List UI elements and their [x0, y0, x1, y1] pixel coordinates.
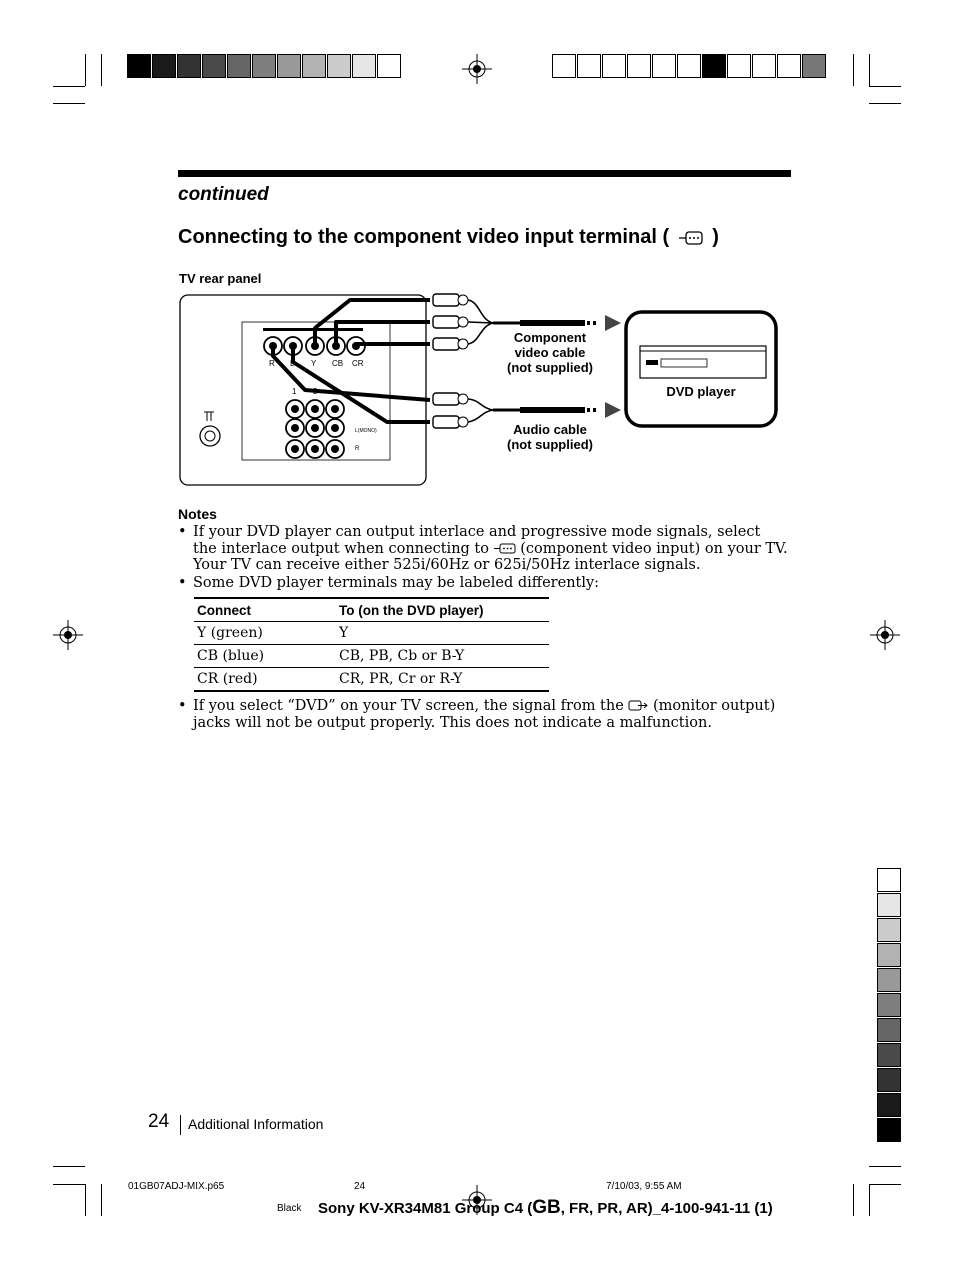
table-cell: Y (green) [194, 622, 336, 645]
color-swatch [552, 54, 576, 78]
table-row [194, 668, 549, 692]
dvd-player-label: DVD player [666, 384, 736, 399]
color-swatch [877, 893, 901, 917]
terminal-table [194, 597, 549, 692]
color-swatch [227, 54, 251, 78]
color-swatch [877, 1093, 901, 1117]
jack-label-cr: CR [352, 359, 364, 368]
registration-mark-icon [870, 620, 900, 650]
note-item: • Some DVD player terminals may be labeled differently: [178, 575, 600, 591]
color-swatch [127, 54, 151, 78]
color-swatch [727, 54, 751, 78]
audio-cable-bundle [468, 399, 520, 422]
registration-mark-icon [462, 54, 492, 84]
title-text-end: ) [712, 226, 719, 248]
slug-date: 7/10/03, 9:55 AM [606, 1181, 682, 1192]
color-swatch [252, 54, 276, 78]
table-cell: CR (red) [194, 668, 336, 692]
component-input-icon [494, 543, 516, 554]
color-swatch [602, 54, 626, 78]
antenna-jack [200, 426, 220, 446]
jack-label-l: L [290, 359, 295, 368]
color-swatch [652, 54, 676, 78]
jack-label-y: Y [311, 359, 317, 368]
note-item: • If your DVD player can output interlace and progressive mode signals, select the interlace output when connecting to (component video input) on your TV. Your TV can receive either 525i/60Hz or 625i/50Hz interlace signals. [178, 524, 788, 573]
color-swatch [777, 54, 801, 78]
jack-label-r2: R [355, 446, 360, 452]
color-swatch [327, 54, 351, 78]
audio-cable-label: Audio cable (not supplied) [507, 422, 593, 452]
jack-label-r: R [269, 359, 275, 368]
registration-mark-icon [53, 620, 83, 650]
component-cable-label: Component video cable (not supplied) [507, 330, 593, 375]
color-swatch [627, 54, 651, 78]
component-plugs [433, 294, 468, 350]
arrow-icon [605, 315, 621, 331]
jack-label-mono: L(MONO) [355, 428, 377, 434]
table-row [194, 622, 549, 645]
monitor-output-icon [628, 700, 648, 711]
slug-page: 24 [354, 1181, 366, 1192]
title-text: Connecting to the component video input terminal ( [178, 226, 670, 248]
color-swatch [152, 54, 176, 78]
color-swatch [877, 1043, 901, 1067]
dvd-player-icon [640, 346, 766, 378]
color-swatch [877, 968, 901, 992]
color-swatch [877, 918, 901, 942]
page-title [178, 226, 719, 249]
color-swatch [877, 943, 901, 967]
color-swatch [202, 54, 226, 78]
slug-color: Black [277, 1203, 302, 1214]
color-swatch [177, 54, 201, 78]
color-swatch [677, 54, 701, 78]
color-swatch [702, 54, 726, 78]
jack-label-1: 1 [292, 387, 297, 396]
color-swatch [277, 54, 301, 78]
color-swatch [877, 1068, 901, 1092]
antenna-icon [204, 412, 214, 421]
slug-filename: 01GB07ADJ-MIX.p65 [128, 1181, 225, 1192]
footer-section-title: Additional Information [188, 1116, 324, 1132]
notes-heading: Notes [178, 506, 217, 522]
av-jack-grid [286, 400, 344, 458]
color-swatch [352, 54, 376, 78]
table-cell: CB, PB, Cb or B-Y [336, 645, 549, 668]
color-swatch [877, 868, 901, 892]
color-swatch [752, 54, 776, 78]
color-swatch [877, 1018, 901, 1042]
header-rule [178, 170, 791, 177]
color-swatch [877, 993, 901, 1017]
table-header: Connect [194, 598, 336, 622]
table-cell: CB (blue) [194, 645, 336, 668]
model-info: Sony KV-XR34M81 Group C4 (GB, FR, PR, AR)_4-100-941-11 (1) [318, 1197, 773, 1218]
tv-rear-panel-label: TV rear panel [179, 271, 262, 286]
color-swatch [577, 54, 601, 78]
table-header-row [194, 598, 549, 622]
color-swatch [802, 54, 826, 78]
jack-label-2: 2 [313, 387, 318, 396]
table-cell: CR, PR, Cr or R-Y [336, 668, 549, 692]
color-swatch [877, 1118, 901, 1142]
footer-divider [180, 1115, 181, 1135]
page-number: 24 [148, 1111, 170, 1132]
table-header: To (on the DVD player) [336, 598, 549, 622]
jack-label-cb: CB [332, 359, 344, 368]
arrow-icon [605, 402, 621, 418]
table-row [194, 645, 549, 668]
continued-label: continued [178, 184, 269, 205]
component-input-icon [679, 231, 703, 245]
table-cell: Y [336, 622, 549, 645]
color-swatch [377, 54, 401, 78]
audio-plugs [433, 393, 468, 428]
note-item: • If you select “DVD” on your TV screen, the signal from the (monitor output) jacks will not be output properly. This does not indicate a malfunction. [178, 698, 776, 731]
color-swatch [302, 54, 326, 78]
